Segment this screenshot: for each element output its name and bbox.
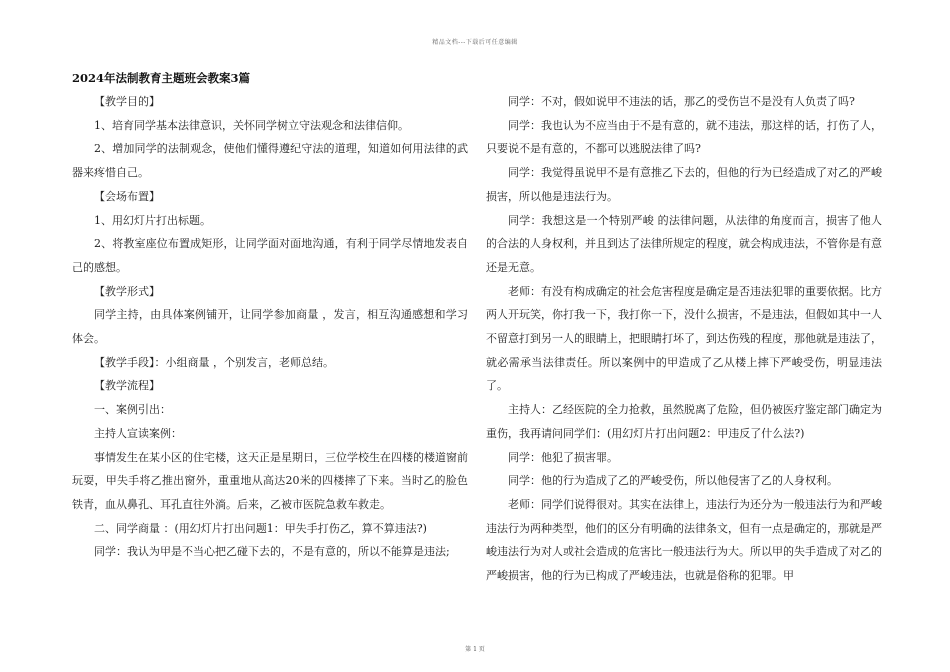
paragraph: 主持人：乙经医院的全力抢救，虽然脱离了危险，但仍被医疗鉴定部门确定为重伤，我再请问同学们：(用幻灯片打出问题2：甲违反了什么法?): [486, 403, 882, 440]
paragraph: 2、将教室座位布置成矩形，让同学面对面地沟通，有利于同学尽情地发表自己的感想。: [72, 237, 468, 274]
document-title: 2024年法制教育主题班会教案3篇: [72, 71, 251, 85]
paragraph: 【教学形式】: [94, 284, 160, 298]
paragraph: 主持人宣读案例：: [94, 426, 182, 440]
paragraph: 【会场布置】: [94, 189, 160, 203]
paragraph: 同学：他的行为造成了乙的严峻受伤，所以他侵害了乙的人身权利。: [508, 474, 838, 488]
paragraph: 同学：我也认为不应当由于不是有意的，就不违法，那这样的话，打伤了人，只要说不是有意的，不都可以逃脱法律了吗?: [486, 118, 882, 156]
left-column: [72, 90, 468, 564]
paragraph: 同学：我想这是一个特别严峻 的法律问题，从法律的角度而言，损害了他人的合法的人身权利，并且到达了法律所规定的程度，就会构成违法，不管你是有意还是无意。: [486, 213, 882, 274]
paragraph: 同学：我认为甲是不当心把乙碰下去的，不是有意的，所以不能算是违法;: [94, 545, 450, 559]
page-header: 精品文档---下载后可任意编辑: [432, 39, 518, 46]
paragraph: 1、培育同学基本法律意识，关怀同学树立守法观念和法律信仰。: [94, 118, 409, 132]
paragraph: 老师：同学们说得很对。其实在法律上，违法行为还分为一般违法行为和严峻违法行为两种类型，他们的区分有明确的法律条文，但有一点是确定的，那就是严峻违法行为对人或社会造成的危害比一般违法行为大。所以甲的失手造成了对乙的严峻损害，他的行为已构成了严峻违法，也就是俗称的犯罪。甲: [486, 497, 882, 583]
paragraph: 同学：不对，假如说甲不违法的话，那乙的受伤岂不是没有人负责了吗?: [508, 95, 855, 108]
paragraph: 1、用幻灯片打出标题。: [94, 213, 211, 227]
paragraph: 一、案例引出：: [94, 403, 171, 417]
paragraph: 老师：有没有构成确定的社会危害程度是确定是否违法犯罪的重要依据。比方两人开玩笑，你打我一下，我打你一下，没什么损害，不是违法，但假如其中一人不留意打到另一人的眼睛上，把眼睛打坏了，到达伤残的程度，那他就是违法了，就必需承当法律责任。所以案例中的甲造成了乙从楼上摔下严峻受伤，明显违法了。: [486, 284, 882, 393]
paragraph: 同学：我觉得虽说甲不是有意推乙下去的，但他的行为已经造成了对乙的严峻损害，所以他是违法行为。: [486, 166, 882, 203]
paragraph: 【教学手段】：小组商量 ，个别发言，老师总结。: [94, 355, 334, 369]
paragraph: 【教学流程】: [94, 379, 160, 393]
paragraph: 同学：他犯了损害罪。: [508, 450, 618, 464]
paragraph: 二、同学商量 ：(用幻灯片打出问题1：甲失手打伤乙，算不算违法?): [94, 521, 427, 535]
paragraph: 【教学目的】: [94, 95, 160, 108]
paragraph: 事情发生在某小区的住宅楼，这天正是星期日，三位学校生在四楼的楼道窗前玩耍，甲失手将乙推出窗外，重重地从高达20米的四楼摔了下来。当时乙的脸色铁青，血从鼻孔、耳孔直往外淌。后来，乙被市医院急救车救走。: [72, 450, 468, 511]
right-column: [486, 90, 882, 588]
page-number: 第 1 页: [465, 646, 485, 653]
paragraph: 同学主持，由具体案例铺开，让同学参加商量 ，发言，相互沟通感想和学习体会。: [72, 308, 468, 346]
paragraph: 2、增加同学的法制观念，使他们懂得遵纪守法的道理，知道如何用法律的武器来疼惜自己。: [72, 142, 468, 180]
